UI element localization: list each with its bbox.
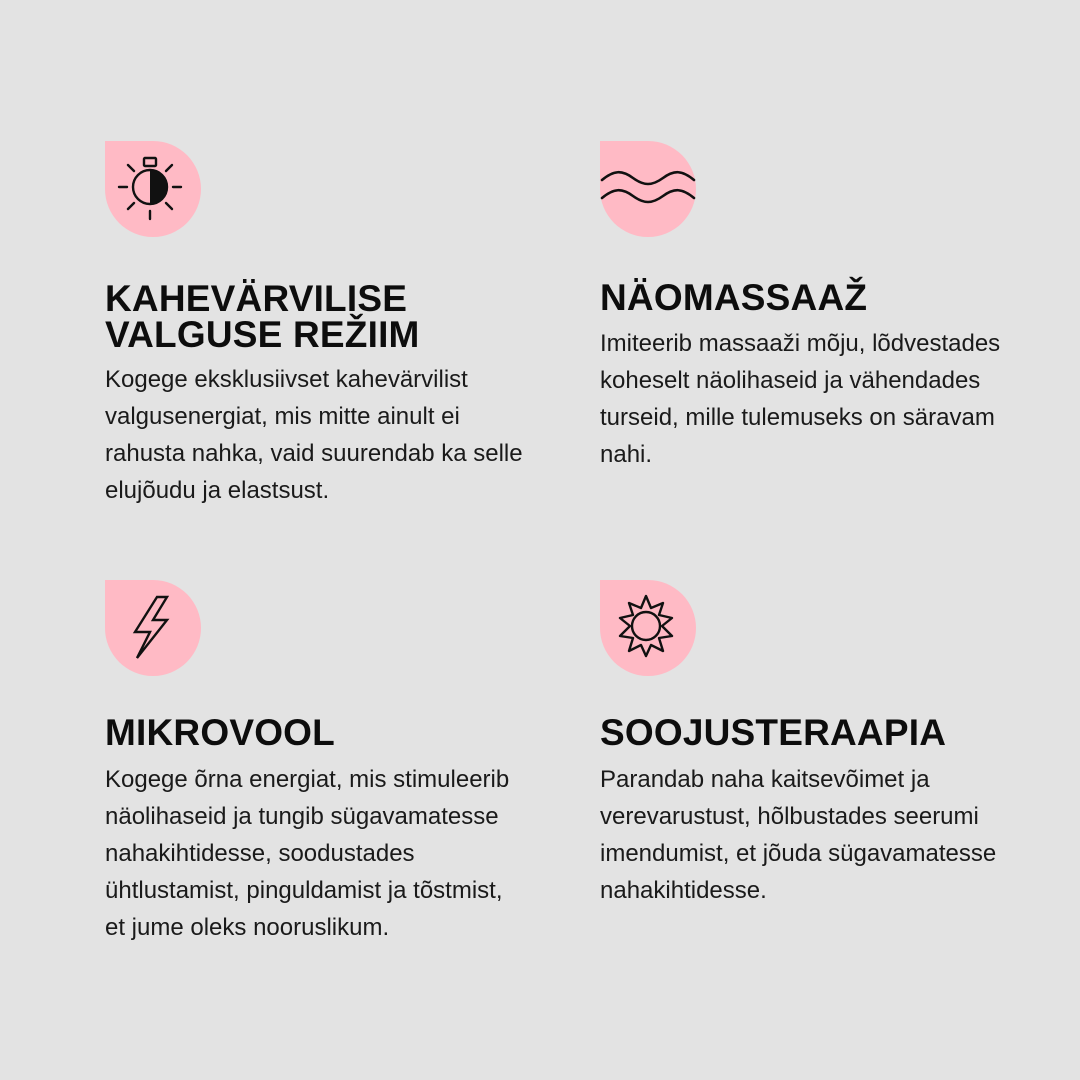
feature-title-dual-light [105, 278, 420, 355]
feature-title-line: VALGUSE REŽIIM [105, 314, 420, 355]
sun-heat-icon [600, 580, 696, 676]
feature-dual-light [105, 141, 535, 521]
feature-heat-therapy [600, 580, 1030, 920]
feature-title-microcurrent: MIKROVOOL [105, 712, 335, 753]
feature-title-line: KAHEVÄRVILISE [105, 278, 408, 319]
feature-face-massage [600, 141, 1030, 481]
lightning-bolt-icon [105, 580, 201, 676]
dual-light-bulb-icon [105, 141, 201, 237]
wave-massage-icon [600, 141, 696, 237]
feature-description-microcurrent: Kogege õrna energiat, mis stimuleerib näolihaseid ja tungib sügavamatesse nahakihtidesse, soodustades ühtlustamist, pinguldamist ja tõstmist, et jume oleks nooruslikum. [105, 766, 510, 941]
feature-description-dual-light: Kogege eksklusiivset kahevärvilist valgusenergiat, mis mitte ainult ei rahusta nahka, vaid suurendab ka selle elujõudu ja elastsust. [105, 366, 523, 504]
feature-title-face-massage: NÄOMASSAAŽ [600, 277, 868, 318]
feature-description-heat-therapy: Parandab naha kaitsevõimet ja verevarustust, hõlbustades seerumi imendumist, et jõuda sügavamatesse nahakihtidesse. [600, 766, 997, 904]
feature-title-heat-therapy: SOOJUSTERAAPIA [600, 712, 947, 753]
feature-description-face-massage: Imiteerib massaaži mõju, lõdvestades koheselt näolihaseid ja vähendades turseid, mille tulemuseks on säravam nahi. [600, 330, 1001, 468]
feature-microcurrent [105, 580, 535, 1000]
